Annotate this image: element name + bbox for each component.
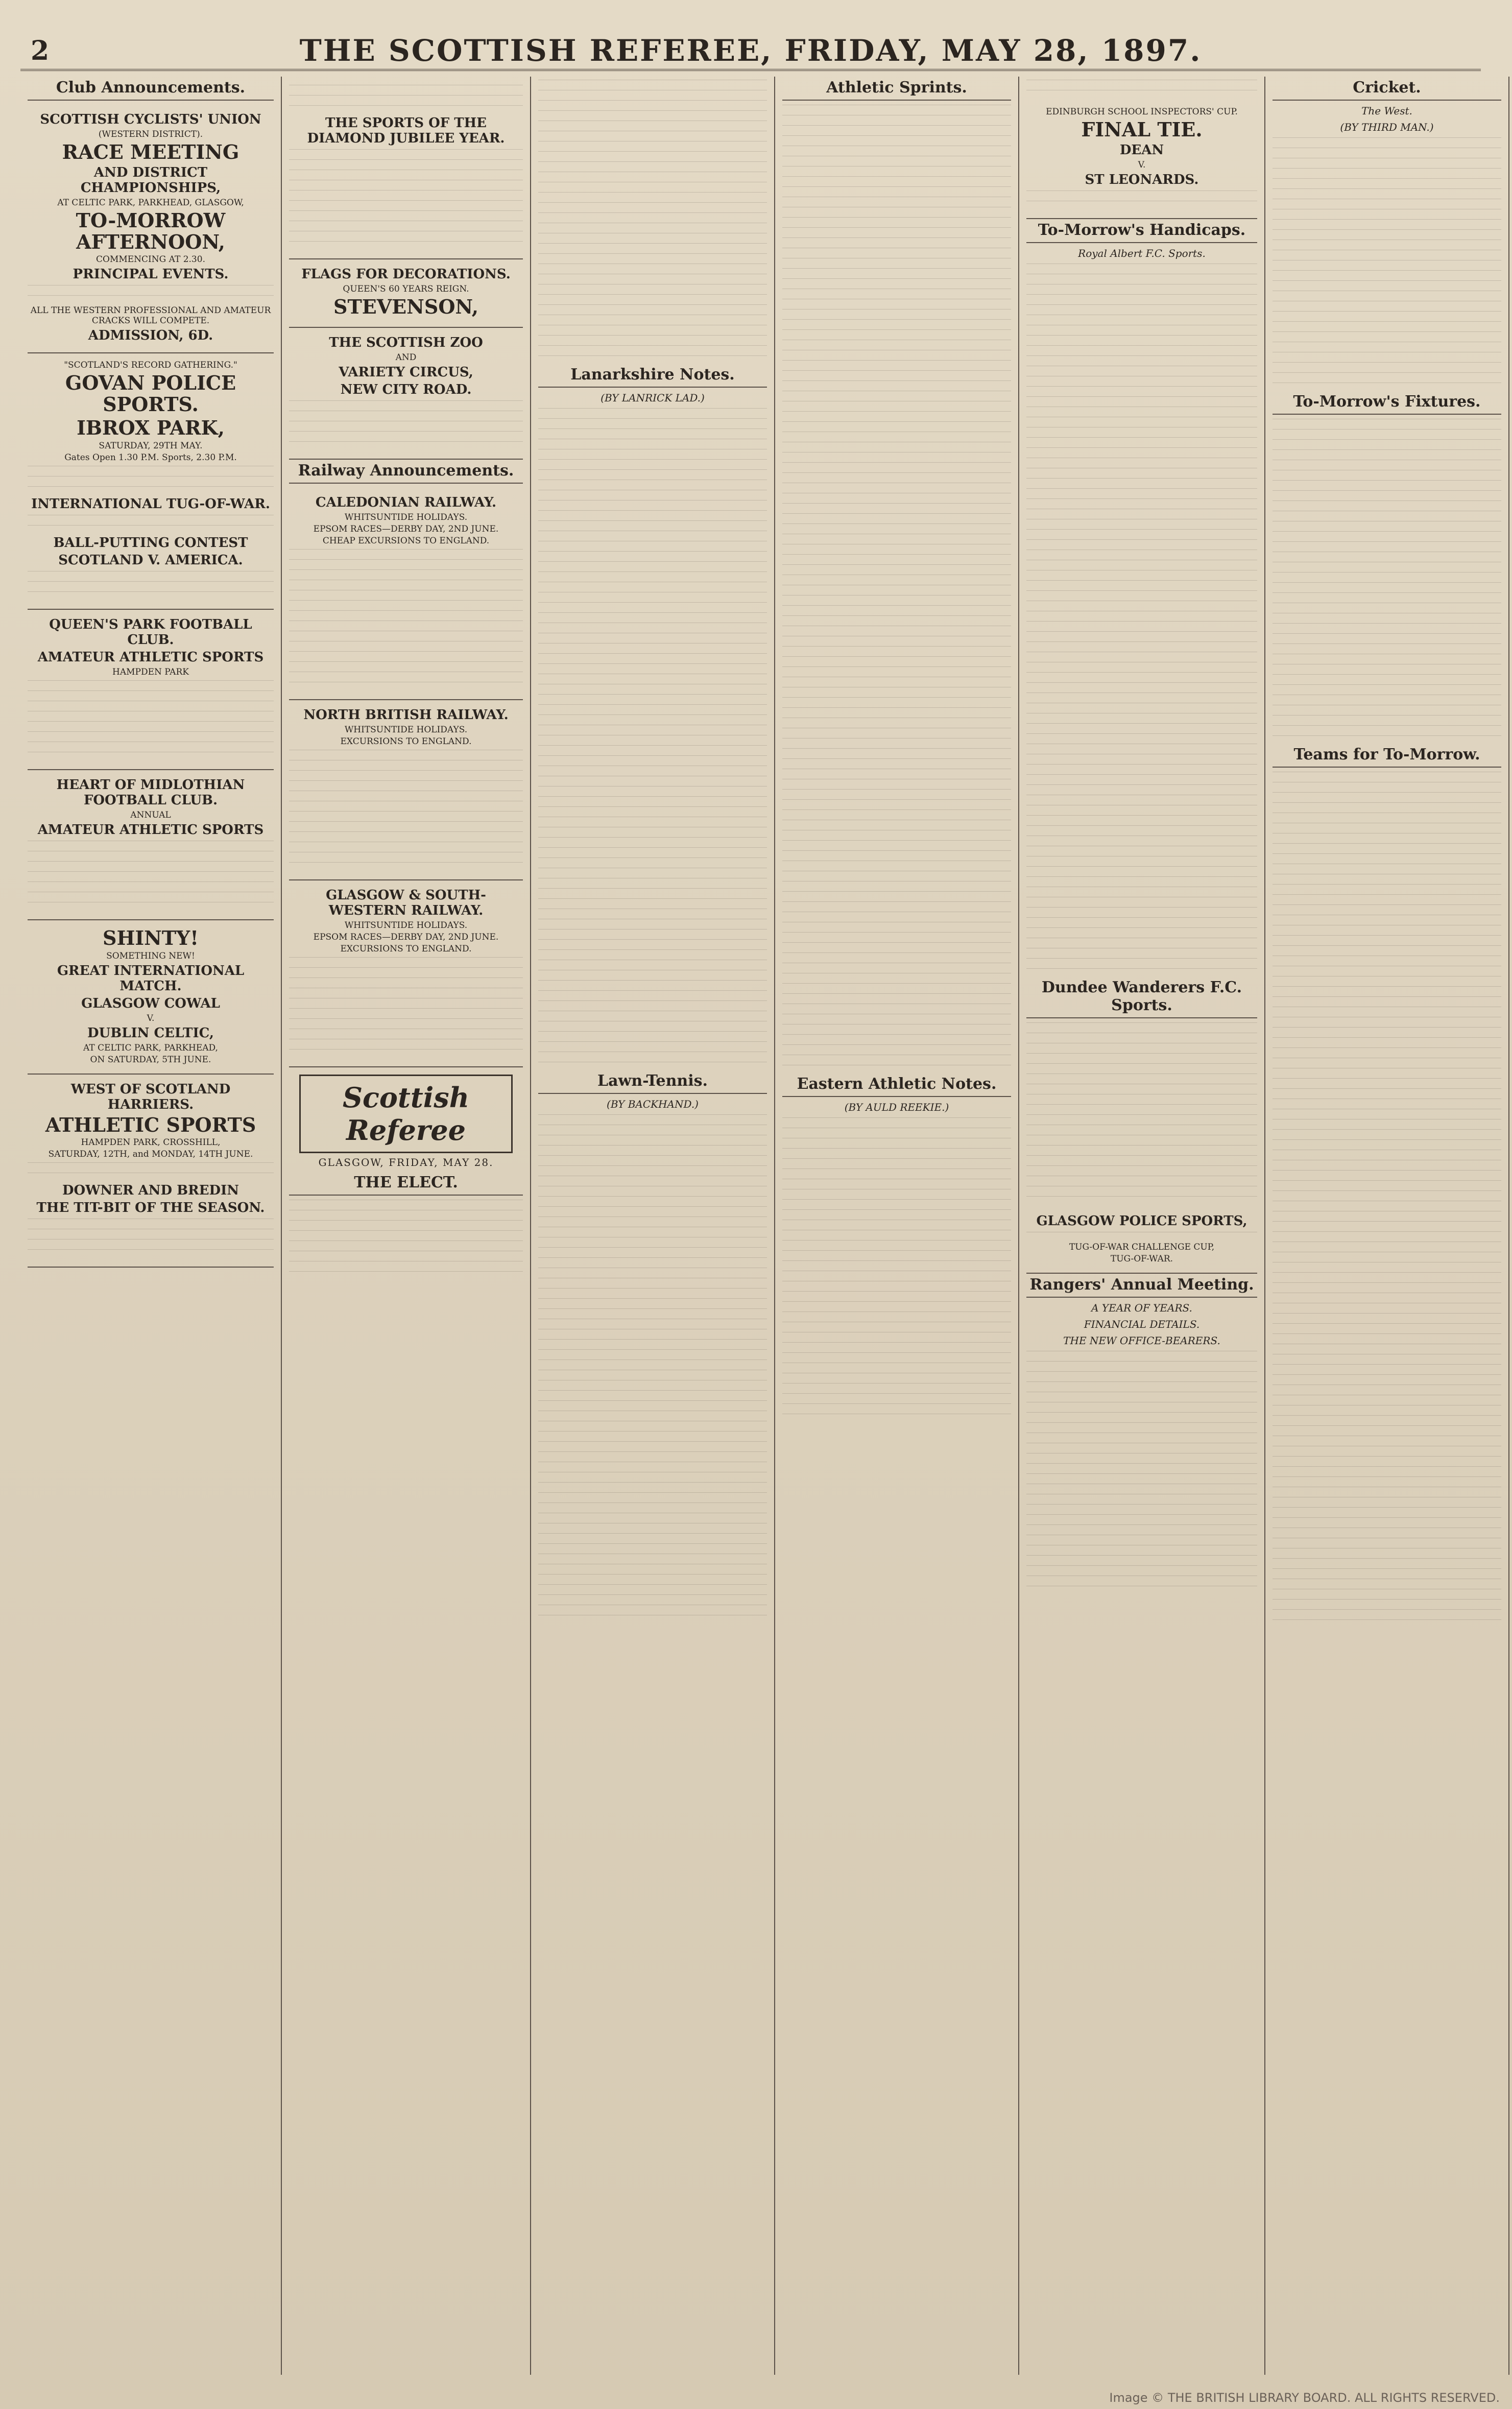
byline: (BY LANRICK LAD.) (601, 392, 705, 404)
ad-heading: SCOTTISH CYCLISTS' UNION (40, 112, 261, 127)
ad-line: CHEAP EXCURSIONS TO ENGLAND. (322, 535, 490, 546)
scottish-referee-logo: Scottish Referee (299, 1075, 513, 1153)
ad-school-inspectors-cup (1026, 100, 1257, 219)
ad-line: EXCURSIONS TO ENGLAND. (340, 736, 472, 747)
subheading: Royal Albert F.C. Sports. (1078, 247, 1206, 259)
ad-heading: NORTH BRITISH RAILWAY. (303, 707, 509, 723)
subheading: FINANCIAL DETAILS. (1084, 1318, 1200, 1330)
ad-heading: GLASGOW & SOUTH-WESTERN RAILWAY. (326, 887, 486, 918)
ad-line: ALL THE WESTERN PROFESSIONAL AND AMATEUR CRACKS WILL COMPETE. (30, 305, 271, 326)
ad-heading: IBROX PARK, (77, 416, 225, 439)
ad-line: (WESTERN DISTRICT). (98, 129, 203, 139)
section-rangers-annual-meeting: Rangers' Annual Meeting. (1026, 1276, 1257, 1298)
ad-heading: GLASGOW COWAL (81, 995, 220, 1011)
ad-glasgow-police-sports (1026, 1206, 1257, 1274)
ad-heading: SCOTLAND V. AMERICA. (58, 552, 243, 568)
ad-heading: TO-MORROW AFTERNOON, (76, 208, 226, 253)
ad-west-harriers (28, 1075, 274, 1268)
ad-heading: THE TIT-BIT OF THE SEASON. (36, 1200, 265, 1216)
section-club-announcements: Club Announcements. (28, 79, 274, 101)
ad-line: AT CELTIC PARK, PARKHEAD, GLASGOW, (57, 197, 244, 208)
ad-line: AND (395, 352, 417, 363)
ad-flags (289, 259, 523, 328)
ad-heading: ATHLETIC SPORTS (45, 1113, 256, 1136)
ad-heading: AMATEUR ATHLETIC SPORTS (37, 649, 264, 665)
ad-line: EXCURSIONS TO ENGLAND. (340, 943, 472, 954)
copyright-footer: Image © THE BRITISH LIBRARY BOARD. ALL RIGHTS RESERVED. (1109, 2391, 1500, 2405)
column-4 (775, 77, 1019, 2375)
ad-heading: NEW CITY ROAD. (340, 381, 472, 397)
subheading-dundee-wanderers: Dundee Wanderers F.C. Sports. (1026, 979, 1257, 1018)
ad-heading: DUBLIN CELTIC, (87, 1025, 214, 1041)
ad-line: WHITSUNTIDE HOLIDAYS. (344, 512, 468, 522)
subheading: The West. (1361, 105, 1412, 117)
column-3 (531, 77, 775, 2375)
section-tomorrows-handicaps: To-Morrow's Handicaps. (1026, 221, 1257, 243)
section-lawn-tennis: Lawn-Tennis. (538, 1072, 767, 1094)
masthead (20, 28, 1481, 71)
ad-heading: CALEDONIAN RAILWAY. (315, 494, 497, 510)
ad-heading: WEST OF SCOTLAND HARRIERS. (70, 1081, 231, 1112)
ad-north-british-railway (289, 700, 523, 880)
ad-heading: GOVAN POLICE SPORTS. (65, 371, 236, 416)
ad-line: V. (1138, 159, 1146, 170)
ad-diamond-jubilee (289, 77, 523, 259)
ad-line: V. (147, 1013, 155, 1023)
ad-heading: SHINTY! (103, 926, 199, 949)
ad-heading: GREAT INTERNATIONAL MATCH. (57, 963, 245, 994)
byline: (BY BACKHAND.) (607, 1098, 699, 1110)
ad-line: SATURDAY, 29TH MAY. (99, 440, 203, 451)
ad-heading: THE SPORTS OF THE DIAMOND JUBILEE YEAR. (307, 115, 505, 146)
ad-queens-park-sports (28, 610, 274, 770)
section-lanarkshire-notes: Lanarkshire Notes. (538, 366, 767, 388)
section-cricket: Cricket. (1273, 79, 1501, 101)
ad-heading: STEVENSON, (333, 295, 478, 318)
ad-heading: ADMISSION, 6D. (88, 328, 213, 344)
ad-line: Gates Open 1.30 P.M. Sports, 2.30 P.M. (64, 452, 237, 463)
masthead-title: THE SCOTTISH REFEREE, FRIDAY, MAY 28, 1897. (299, 33, 1202, 68)
column-2 (282, 77, 531, 2375)
editorial-heading: THE ELECT. (289, 1174, 523, 1196)
ad-line: AT CELTIC PARK, PARKHEAD, (83, 1042, 218, 1053)
ad-heading: FLAGS FOR DECORATIONS. (301, 267, 511, 282)
ad-heading: GLASGOW POLICE SPORTS, (1036, 1213, 1247, 1229)
ad-line: SATURDAY, 12TH, and MONDAY, 14TH JUNE. (48, 1149, 253, 1160)
ad-line: QUEEN'S 60 YEARS REIGN. (343, 284, 469, 294)
column-5 (1019, 77, 1265, 2375)
ad-line: ON SATURDAY, 5TH JUNE. (90, 1054, 211, 1065)
ad-hearts-sports (28, 770, 274, 920)
ad-line: EPSOM RACES—DERBY DAY, 2ND JUNE. (313, 523, 499, 534)
ad-heading: AND DISTRICT CHAMPIONSHIPS, (80, 164, 221, 196)
ad-shinty-match (28, 920, 274, 1075)
page-number: 2 (31, 35, 50, 66)
ad-heading: HEART OF MIDLOTHIAN FOOTBALL CLUB. (56, 777, 245, 808)
ad-heading: DEAN (1119, 142, 1164, 158)
ad-scottish-zoo (289, 328, 523, 460)
subheading-teams-for-tomorrow: Teams for To-Morrow. (1273, 746, 1501, 768)
ad-line: WHITSUNTIDE HOLIDAYS. (344, 724, 468, 735)
ad-line: SOMETHING NEW! (106, 950, 195, 961)
subheading: THE NEW OFFICE-BEARERS. (1063, 1334, 1220, 1347)
ad-heading: QUEEN'S PARK FOOTBALL CLUB. (49, 616, 252, 648)
section-eastern-athletic-notes: Eastern Athletic Notes. (782, 1075, 1011, 1097)
column-6 (1265, 77, 1509, 2375)
ad-line: EPSOM RACES—DERBY DAY, 2ND JUNE. (313, 932, 499, 942)
ad-heading: DOWNER AND BREDIN (62, 1183, 239, 1199)
ad-heading: PRINCIPAL EVENTS. (73, 267, 229, 282)
byline: (BY AULD REEKIE.) (844, 1101, 949, 1113)
ad-line: HAMPDEN PARK (112, 666, 189, 677)
section-athletic-sprints: Athletic Sprints. (782, 79, 1011, 101)
ad-heading: AMATEUR ATHLETIC SPORTS (37, 822, 264, 838)
ad-heading: ST LEONARDS. (1085, 172, 1199, 187)
ad-cyclists-union (28, 105, 274, 353)
ad-line: EDINBURGH SCHOOL INSPECTORS' CUP. (1046, 107, 1238, 117)
section-railway-announcements: Railway Announcements. (289, 462, 523, 484)
subheading: A YEAR OF YEARS. (1091, 1301, 1192, 1314)
ad-line: HAMPDEN PARK, CROSSHILL, (81, 1137, 221, 1148)
column-1 (20, 77, 282, 2375)
ad-caledonian-railway (289, 488, 523, 700)
ad-heading: THE SCOTTISH ZOO (329, 335, 483, 350)
ad-line: TUG-OF-WAR. (1110, 1253, 1173, 1264)
ad-heading: RACE MEETING (62, 140, 239, 163)
ad-gsw-railway (289, 880, 523, 1067)
byline: (BY THIRD MAN.) (1340, 121, 1434, 133)
ad-govan-police-sports (28, 353, 274, 609)
ad-heading: BALL-PUTTING CONTEST (53, 535, 248, 551)
ad-line: TUG-OF-WAR CHALLENGE CUP, (1069, 1242, 1215, 1252)
ad-heading: FINAL TIE. (1081, 118, 1203, 141)
ad-heading: VARIETY CIRCUS, (339, 364, 473, 380)
ad-line: ANNUAL (130, 809, 171, 820)
ad-line: COMMENCING AT 2.30. (96, 254, 205, 265)
subheading-tomorrows-fixtures: To-Morrow's Fixtures. (1273, 393, 1501, 415)
ad-line: WHITSUNTIDE HOLIDAYS. (344, 920, 468, 931)
ad-heading: INTERNATIONAL TUG-OF-WAR. (31, 496, 270, 512)
ad-line: "SCOTLAND'S RECORD GATHERING." (64, 360, 237, 371)
dateline: GLASGOW, FRIDAY, MAY 28. (318, 1156, 494, 1168)
